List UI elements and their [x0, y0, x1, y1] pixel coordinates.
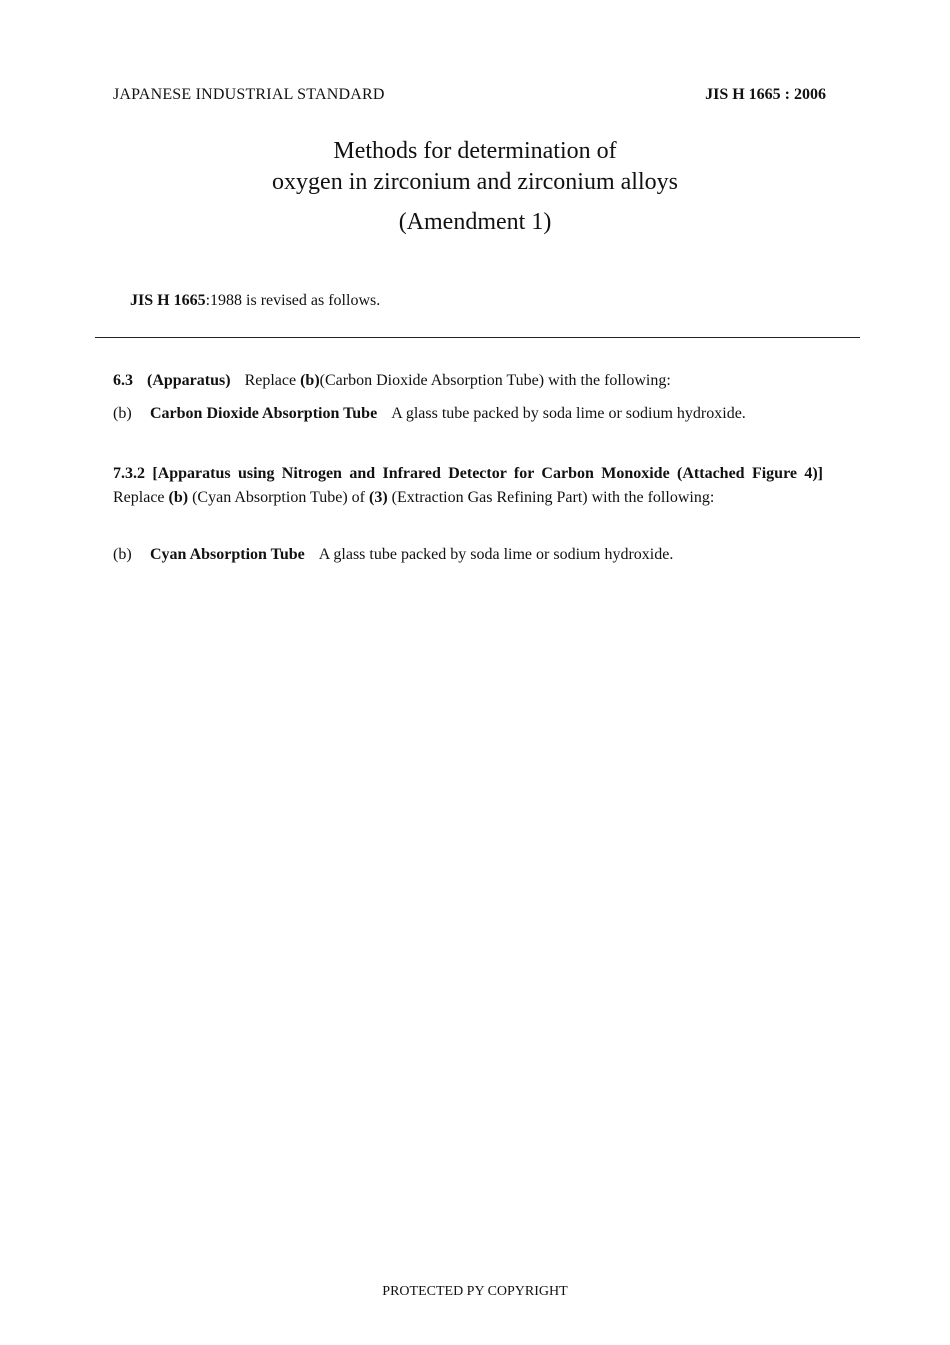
standard-number: JIS H 1665 : 2006 — [705, 86, 826, 103]
section-7-3-2 — [113, 462, 837, 510]
item-label: (b) — [113, 405, 132, 422]
amendment-title: (Amendment 1) — [398, 209, 552, 235]
item-text: A glass tube packed by soda lime or sodium hydroxide. — [318, 546, 674, 563]
item-label: (b) — [113, 546, 132, 563]
standard-header-label: JAPANESE INDUSTRIAL STANDARD — [113, 86, 385, 103]
replace-word: Replace — [113, 489, 165, 506]
section-name: [Apparatus using Nitrogen and Infrared Detector for Carbon Monoxide (Attached Figure 4)] — [152, 465, 824, 482]
revision-code: JIS H 1665 — [130, 292, 206, 309]
section-6-3-item — [113, 402, 837, 426]
section-name: (Apparatus) — [147, 372, 231, 389]
section-rest: (Carbon Dioxide Absorption Tube) with the following: — [319, 372, 671, 389]
divider — [95, 337, 860, 338]
section-number: 7.3.2 — [113, 465, 145, 482]
part-reference: (3) — [369, 489, 388, 506]
item-name: Carbon Dioxide Absorption Tube — [150, 405, 378, 422]
section-mid: (Cyan Absorption Tube) of — [192, 489, 365, 506]
item-reference: (b) — [168, 489, 189, 506]
copyright-footer: PROTECTED PY COPYRIGHT — [382, 1284, 568, 1299]
title-line-1: Methods for determination of — [333, 138, 617, 164]
section-6-3 — [113, 369, 837, 393]
revision-statement — [130, 292, 380, 310]
section-number: 6.3 — [113, 372, 133, 389]
title-line-2: oxygen in zirconium and zirconium alloys — [272, 169, 678, 195]
section-rest: (Extraction Gas Refining Part) with the following: — [391, 489, 715, 506]
item-name: Cyan Absorption Tube — [150, 546, 305, 563]
item-reference: (b) — [300, 372, 320, 389]
section-7-3-2-item — [113, 543, 837, 567]
replace-word: Replace — [244, 372, 297, 389]
revision-text: :1988 is revised as follows. — [205, 292, 381, 309]
item-text: A glass tube packed by soda lime or sodium hydroxide. — [391, 405, 746, 422]
